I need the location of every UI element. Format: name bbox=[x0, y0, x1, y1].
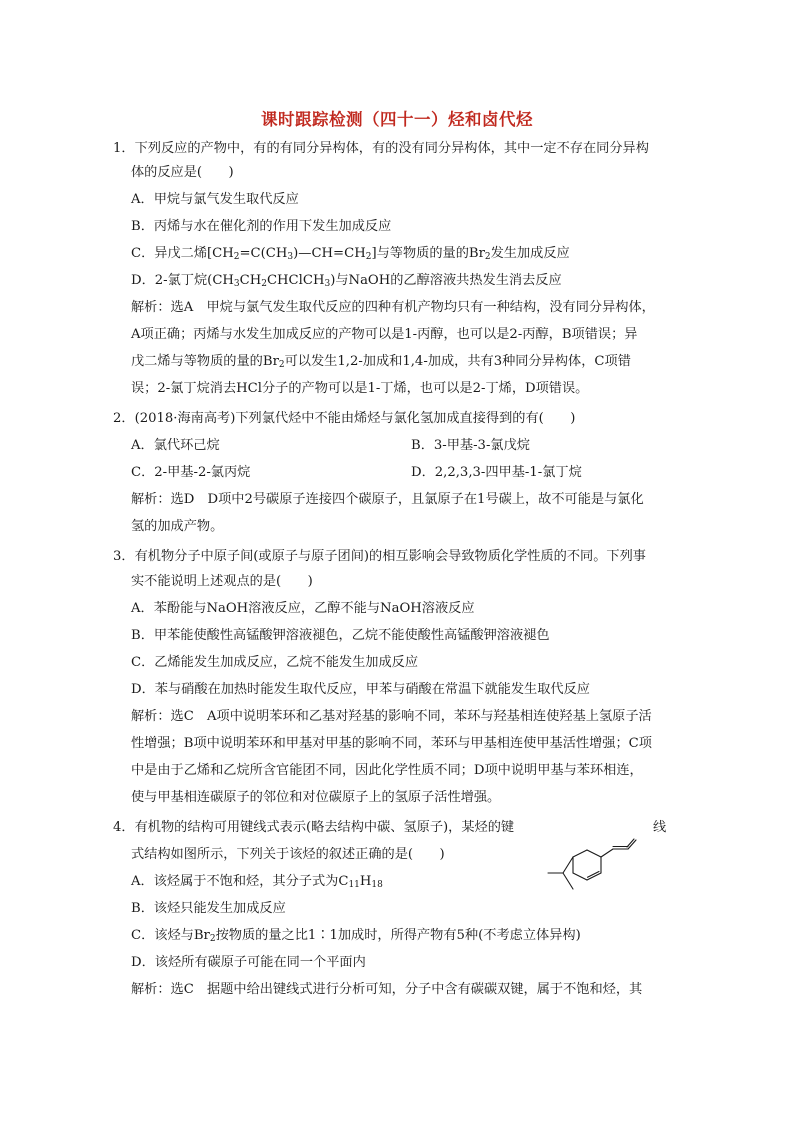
text: A．该烃属于不饱和烃，其分子式为C bbox=[131, 874, 349, 889]
subscript: 2 bbox=[261, 279, 267, 289]
q1-option-a: A．甲烷与氯气发生取代反应 bbox=[131, 192, 299, 207]
q1-answer-line-3 bbox=[131, 353, 631, 374]
q3-answer-line-2: 性增强；B项中说明苯环和甲基对甲基的影响不同，苯环与甲基相连使甲基活性增强；C项 bbox=[131, 736, 652, 751]
q3-option-c: C．乙烯能发生加成反应，乙烷不能发生加成反应 bbox=[131, 655, 419, 670]
text: )与NaOH的乙醇溶液共热发生消去反应 bbox=[330, 273, 562, 288]
q1-answer-line-1: 解析：选A 甲烷与氯气发生取代反应的四种有机产物均只有一种结构，没有同分异构体， bbox=[131, 300, 655, 315]
subscript: 2 bbox=[484, 252, 491, 262]
skeletal-formula-diagram bbox=[538, 838, 664, 900]
text: 按物质的量之比1∶1加成时，所得产物有5种(不考虑立体异构) bbox=[215, 928, 581, 943]
text: H bbox=[359, 874, 372, 889]
subscript: 11 bbox=[348, 880, 360, 890]
q3-answer-line-3: 中是由于乙烯和乙烷所含官能团不同，因此化学性质不同；D项中说明甲基与苯环相连， bbox=[131, 763, 643, 778]
text: 发生加成反应 bbox=[490, 246, 570, 261]
q3-answer-line-1: 解析：选C A项中说明苯环和乙基对羟基的影响不同，苯环与羟基相连使羟基上氢原子活 bbox=[131, 709, 652, 724]
q4-option-d: D．该烃所有碳原子可能在同一个平面内 bbox=[131, 955, 366, 970]
text: 可以发生1,2-加成和1,4-加成，共有3种同分异构体，C项错 bbox=[284, 354, 631, 369]
text: C．该烃与Br bbox=[131, 928, 210, 943]
q3-stem-line-1: 3．有机物分子中原子间(或原子与原子团间)的相互影响会导致物质化学性质的不同。下列事 bbox=[113, 549, 646, 564]
text: C．异戊二烯[CH bbox=[131, 246, 234, 261]
q4-option-b: B．该烃只能发生加成反应 bbox=[131, 901, 286, 916]
q4-option-a bbox=[131, 873, 383, 894]
q4-option-c bbox=[131, 927, 581, 948]
subscript: 2 bbox=[278, 360, 285, 370]
subscript: 2 bbox=[209, 934, 216, 944]
subscript: 3 bbox=[287, 252, 294, 262]
q1-stem-line-2: 体的反应是( ) bbox=[131, 165, 234, 180]
q4-stem-line-1: 4．有机物的结构可用键线式表示(略去结构中碳、氢原子)，某烃的键 bbox=[113, 820, 515, 835]
q1-stem-line-1: 1．下列反应的产物中，有的有同分异构体，有的没有同分异构体，其中一定不存在同分异构 bbox=[113, 141, 649, 156]
subscript: 18 bbox=[371, 880, 383, 890]
text: =C(CH bbox=[239, 246, 288, 261]
text: D．2-氯丁烷(CH bbox=[131, 273, 234, 288]
q4-stem-line-2: 式结构如图所示，下列关于该烃的叙述正确的是( ) bbox=[131, 847, 445, 862]
text: CHClCH bbox=[266, 273, 325, 288]
q1-option-d bbox=[131, 272, 562, 293]
subscript: 3 bbox=[324, 279, 331, 289]
q1-answer-line-4: 误；2-氯丁烷消去HCl分子的产物可以是1-丁烯，也可以是2-丁烯，D项错误。 bbox=[131, 381, 589, 396]
text: 戊二烯与等物质的量的Br bbox=[131, 354, 279, 369]
subscript: 3 bbox=[233, 279, 240, 289]
q2-option-a: A．氯代环己烷 bbox=[131, 438, 220, 453]
subscript: 2 bbox=[365, 252, 372, 262]
skeletal-bonds bbox=[548, 839, 636, 889]
q4-answer-line-1: 解析：选C 据题中给出键线式进行分析可知，分子中含有碳碳双键，属于不饱和烃，其 bbox=[131, 982, 643, 997]
q4-stem-line-1-end: 线 bbox=[653, 820, 667, 835]
q3-answer-line-4: 使与甲基相连碳原子的邻位和对位碳原子上的氢原子活性增强。 bbox=[131, 790, 501, 805]
text: ]与等物质的量的Br bbox=[371, 246, 485, 261]
q1-option-b: B．丙烯与水在催化剂的作用下发生加成反应 bbox=[131, 219, 392, 234]
text: CH bbox=[239, 273, 262, 288]
q1-answer-line-2: A项正确；丙烯与水发生加成反应的产物可以是1-丙醇，也可以是2-丙醇，B项错误；异 bbox=[131, 327, 638, 342]
q2-stem: 2．(2018·海南高考)下列氯代烃中不能由烯烃与氯化氢加成直接得到的有( ) bbox=[113, 411, 576, 426]
q2-option-d: D．2,2,3,3-四甲基-1-氯丁烷 bbox=[411, 465, 582, 480]
page-title: 课时跟踪检测（四十一）烃和卤代烃 bbox=[261, 110, 533, 129]
q3-stem-line-2: 实不能说明上述观点的是( ) bbox=[131, 574, 313, 589]
q3-option-a: A．苯酚能与NaOH溶液反应，乙醇不能与NaOH溶液反应 bbox=[131, 601, 475, 616]
q2-answer-line-2: 氢的加成产物。 bbox=[131, 519, 224, 534]
q2-option-b: B．3-甲基-3-氯戊烷 bbox=[411, 438, 530, 453]
q2-option-c: C．2-甲基-2-氯丙烷 bbox=[131, 465, 251, 480]
text: )—CH=CH bbox=[293, 246, 366, 261]
q3-option-b: B．甲苯能使酸性高锰酸钾溶液褪色，乙烷不能使酸性高锰酸钾溶液褪色 bbox=[131, 628, 550, 643]
q1-option-c bbox=[131, 245, 570, 266]
q3-option-d: D．苯与硝酸在加热时能发生取代反应，甲苯与硝酸在常温下就能发生取代反应 bbox=[131, 682, 590, 697]
subscript: 2 bbox=[233, 252, 240, 262]
q2-answer-line-1: 解析：选D D项中2号碳原子连接四个碳原子，且氯原子在1号碳上，故不可能是与氯化 bbox=[131, 492, 644, 507]
